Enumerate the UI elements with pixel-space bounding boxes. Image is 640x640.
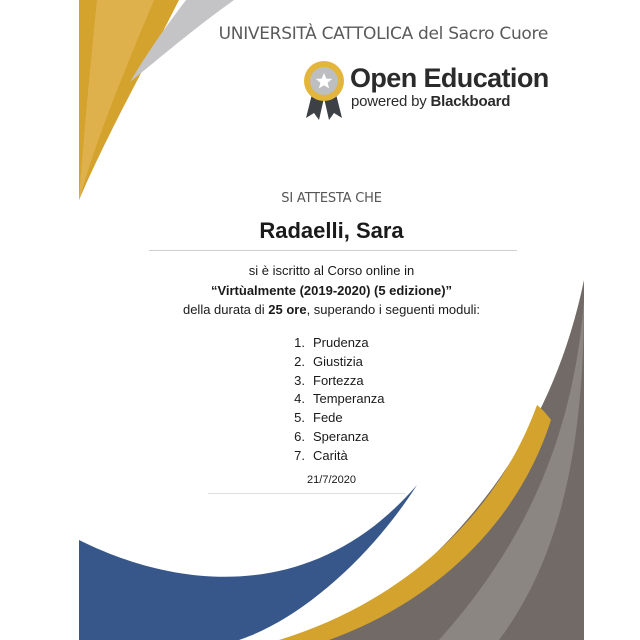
brand-subtitle [351,93,510,110]
enrolled-text: si è iscritto al Corso online in [248,263,415,278]
module-item [282,354,385,373]
module-item [282,448,385,467]
module-name: Giustizia [313,353,363,369]
module-name: Carità [313,447,348,463]
module-item [282,373,385,392]
module-name: Fortezza [313,372,364,388]
modules-list [282,335,385,467]
module-name: Temperanza [313,391,385,407]
module-item [282,335,385,354]
certificate-date: 21/7/2020 [307,474,356,486]
module-item [282,410,385,429]
certificate-page [79,0,584,640]
module-number: 3. [294,372,305,388]
module-item [282,429,385,448]
module-name: Fede [313,410,343,426]
powered-by-text: powered by [351,93,427,110]
module-number: 2. [294,353,305,369]
attestation-heading: SI ATTESTA CHE [281,191,382,206]
brand-title: Open Education [350,63,549,93]
name-divider [149,250,517,251]
recipient-name: Radaelli, Sara [259,218,404,243]
module-number: 6. [294,428,305,444]
module-number: 7. [294,447,305,463]
open-education-logo [302,60,552,120]
module-number: 4. [294,391,305,407]
duration-suffix: , superando i seguenti moduli: [306,302,481,317]
date-divider [208,493,405,494]
partner-name: Blackboard [430,93,511,110]
award-ribbon-star-icon [302,60,346,120]
module-number: 1. [294,335,305,350]
module-number: 5. [294,410,305,426]
module-name: Prudenza [313,335,369,350]
module-item [282,391,385,410]
course-title: “Virtùalmente (2019-2020) (5 edizione)” [210,283,453,298]
duration-text [79,302,584,317]
duration-prefix: della durata di [182,302,269,317]
institution-name: UNIVERSITÀ CATTOLICA del Sacro Cuore [218,24,548,44]
duration-hours: 25 ore [268,302,307,317]
module-name: Speranza [313,428,369,444]
